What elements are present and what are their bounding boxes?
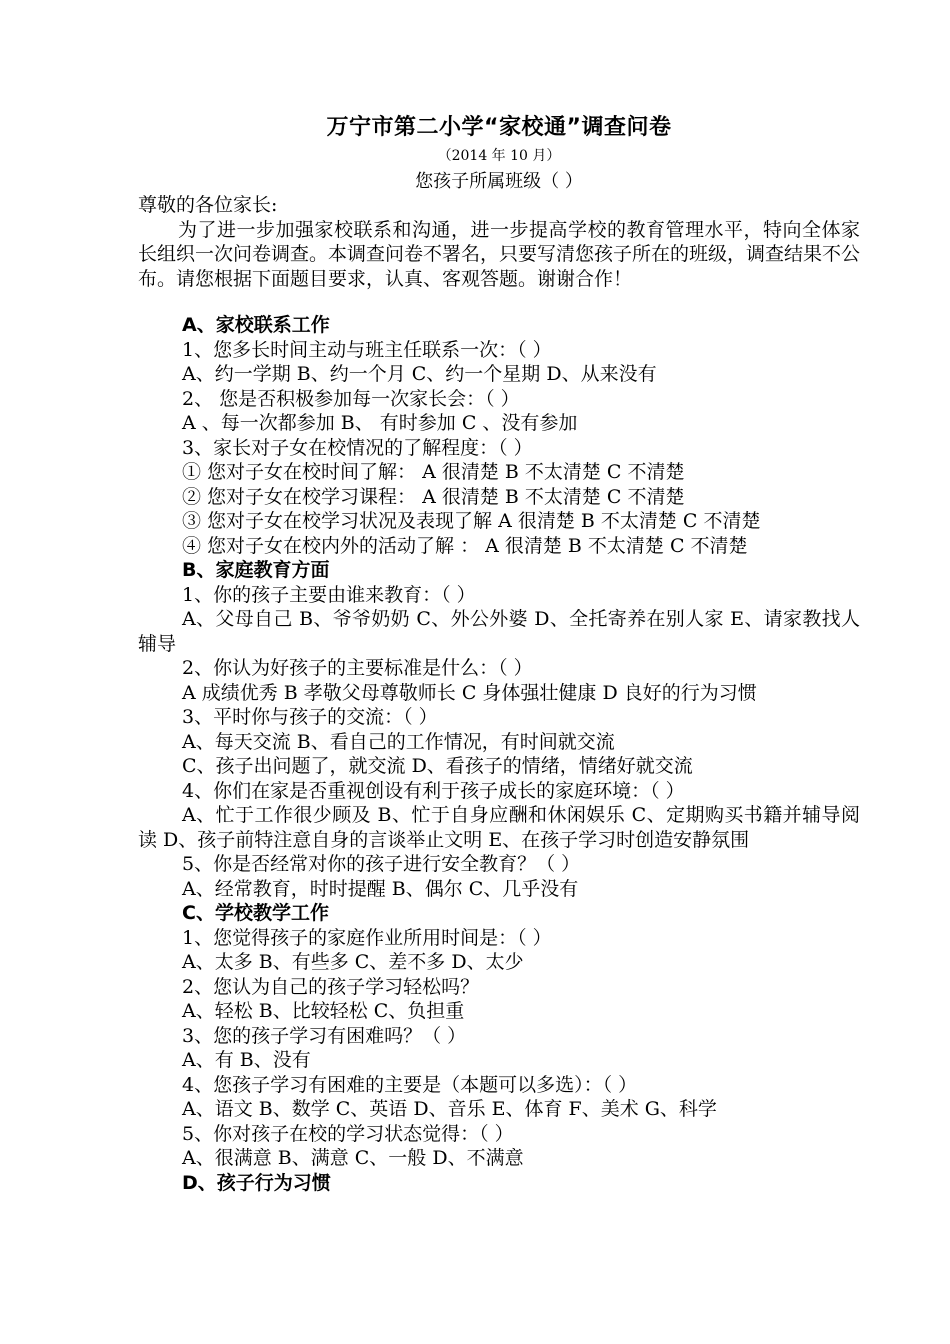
class-field-line: 您孩子所属班级（ ） <box>415 171 583 192</box>
section-a-line: ① 您对子女在校时间了解： A 很清楚 B 不太清楚 C 不清楚 <box>182 461 685 483</box>
section-b-options: A、父母自己 B、爷爷奶奶 C、外公外婆 D、全托寄养在别人家 E、请家教找人辅导 <box>138 608 860 655</box>
section-b-question: 1、你的孩子主要由谁来教育：（ ） <box>182 583 476 606</box>
section-b-question: 2、你认为好孩子的主要标准是什么：（ ） <box>182 657 533 679</box>
section-b-heading: B、家庭教育方面 <box>182 559 330 581</box>
section-b-options: A、每天交流 B、看自己的工作情况，有时间就交流 <box>182 730 615 753</box>
section-c-line: A、语文 B、数学 C、英语 D、音乐 E、体育 F、美术 G、科学 <box>182 1098 717 1120</box>
section-b-question: 5、你是否经常对你的孩子进行安全教育？（ ） <box>182 853 581 875</box>
page-title: 万宁市第二小学“家校通”调查问卷 <box>326 115 672 140</box>
section-c-line: 3、您的孩子学习有困难吗？（ ） <box>182 1024 467 1047</box>
section-a-line: ④ 您对子女在校内外的活动了解 ： A 很清楚 B 不太清楚 C 不清楚 <box>182 534 748 557</box>
section-c-line: A、有 B、没有 <box>182 1049 311 1071</box>
section-a-line: A、约一学期 B、约一个月 C、约一个星期 D、从来没有 <box>182 363 657 385</box>
section-c-line: 5、你对孩子在校的学习状态觉得：（ ） <box>182 1122 514 1145</box>
intro-paragraph: 为了进一步加强家校联系和沟通，进一步提高学校的教育管理水平，特向全体家长组织一次问卷调查。本调查问卷不署名，只要写清您孩子所在的班级，调查结果不公布。请您根据下面题目要求，认真、客观答题。谢谢合作！ <box>138 218 861 290</box>
section-b-options: C、孩子出问题了，就交流 D、看孩子的情绪，情绪好就交流 <box>182 755 693 777</box>
section-c-line: A、太多 B、有些多 C、差不多 D、太少 <box>182 951 524 973</box>
spacer <box>138 291 860 313</box>
section-a-line: 1、您多长时间主动与班主任联系一次：（ ） <box>182 338 552 361</box>
section-c-line: 4、您孩子学习有困难的主要是（本题可以多选）：（ ） <box>182 1073 638 1096</box>
survey-date: （2014 年 10 月） <box>437 148 561 164</box>
section-c-heading: C、学校教学工作 <box>182 902 329 924</box>
salutation: 尊敬的各位家长: <box>138 194 278 216</box>
section-c-line: 1、您觉得孩子的家庭作业所用时间是：（ ） <box>182 926 552 949</box>
section-b-question: 4、你们在家是否重视创设有利于孩子成长的家庭环境：（ ） <box>182 779 685 802</box>
section-b-question: 3、平时你与孩子的交流：（ ） <box>182 706 438 728</box>
section-c-line: A、轻松 B、比较轻松 C、负担重 <box>182 1000 465 1022</box>
section-a-heading: A、家校联系工作 <box>182 314 330 336</box>
section-d-heading: D、孩子行为习惯 <box>182 1171 331 1194</box>
section-c-line: 2、您认为自己的孩子学习轻松吗？ <box>182 975 480 998</box>
section-c-line: A、很满意 B、满意 C、一般 D、不满意 <box>182 1147 524 1169</box>
section-a-line: ② 您对子女在校学习课程： A 很清楚 B 不太清楚 C 不清楚 <box>182 485 685 508</box>
section-b-options: A、经常教育，时时提醒 B、偶尔 C、几乎没有 <box>182 877 579 900</box>
survey-page <box>138 110 860 1195</box>
section-b-options: A 成绩优秀 B 孝敬父母尊敬师长 C 身体强壮健康 D 良好的行为习惯 <box>182 681 757 704</box>
section-a-line: ③ 您对子女在校学习状况及表现了解 A 很清楚 B 不太清楚 C 不清楚 <box>182 510 761 532</box>
section-a-line: 3、家长对子女在校情况的了解程度：（ ） <box>182 436 533 459</box>
section-a-line: 2、 您是否积极参加每一次家长会：（ ） <box>182 387 520 410</box>
section-b-options: A、忙于工作很少顾及 B、忙于自身应酬和休闲娱乐 C、定期购买书籍并辅导阅读 D、孩子前特注意自身的言谈举止文明 E、在孩子学习时创造安静氛围 <box>138 804 860 851</box>
section-a-line: A 、每一次都参加 B、 有时参加 C 、没有参加 <box>182 412 578 434</box>
